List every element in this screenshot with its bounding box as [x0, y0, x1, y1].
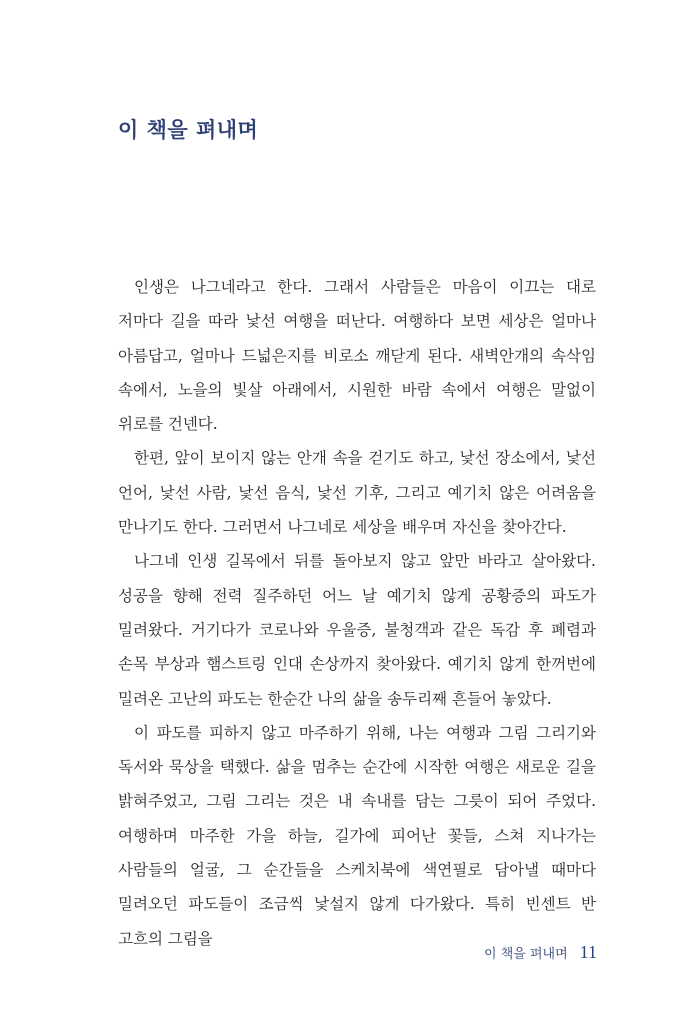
paragraph-1: 인생은 나그네라고 한다. 그래서 사람들은 마음이 이끄는 대로 저마다 길을 따라 낯선 여행을 떠난다. 여행하다 보면 세상은 얼마나 아름답고, 얼마나 드넓은지를 비로소 깨닫게 된다. 새벽안개의 속삭임 속에서, 노을의 빛살 아래에서, 시원한 바람 속에서 여행은 말없이 위로를 건넨다.: [118, 278, 596, 434]
page-number: 11: [579, 942, 597, 962]
page-footer: [484, 942, 597, 963]
paragraph-3: 나그네 인생 길목에서 뒤를 돌아보지 않고 앞만 바라고 살아왔다. 성공을 향해 전력 질주하던 어느 날 예기치 않게 공황증의 파도가 밀려왔다. 거기다가 코로나와 우울증, 불청객과 같은 독감 후 폐렴과 손목 부상과 햄스트링 인대 손상까지 찾아왔다. 예기치 않게 한꺼번에 밀려온 고난의 파도는 한순간 나의 삶을 송두리째 흔들어 놓았다.: [118, 552, 596, 708]
paragraph-4: 이 파도를 피하지 않고 마주하기 위해, 나는 여행과 그림 그리기와 독서와 묵상을 택했다. 삶을 멈추는 순간에 시작한 여행은 새로운 길을 밝혀주었고, 그림 그리는 것은 내 속내를 담는 그릇이 되어 주었다. 여행하며 마주한 가을 하늘, 길가에 피어난 꽃들, 스쳐 지나가는 사람들의 얼굴, 그 순간들을 스케치북에 색연필로 담아낼 때마다 밀려오던 파도들이 조금씩 낯설지 않게 다가왔다. 특히 빈센트 반 고흐의 그림을: [118, 723, 596, 948]
paragraph-2: 한편, 앞이 보이지 않는 안개 속을 걷기도 하고, 낯선 장소에서, 낯선 언어, 낯선 사람, 낯선 음식, 낯선 기후, 그리고 예기치 않은 어려움을 만나기도 한다. 그러면서 나그네로 세상을 배우며 자신을 찾아간다.: [118, 449, 596, 537]
running-head: 이 책을 펴내며: [484, 947, 568, 962]
body-text: [118, 270, 596, 956]
chapter-title: 이 책을 펴내며: [118, 118, 259, 142]
